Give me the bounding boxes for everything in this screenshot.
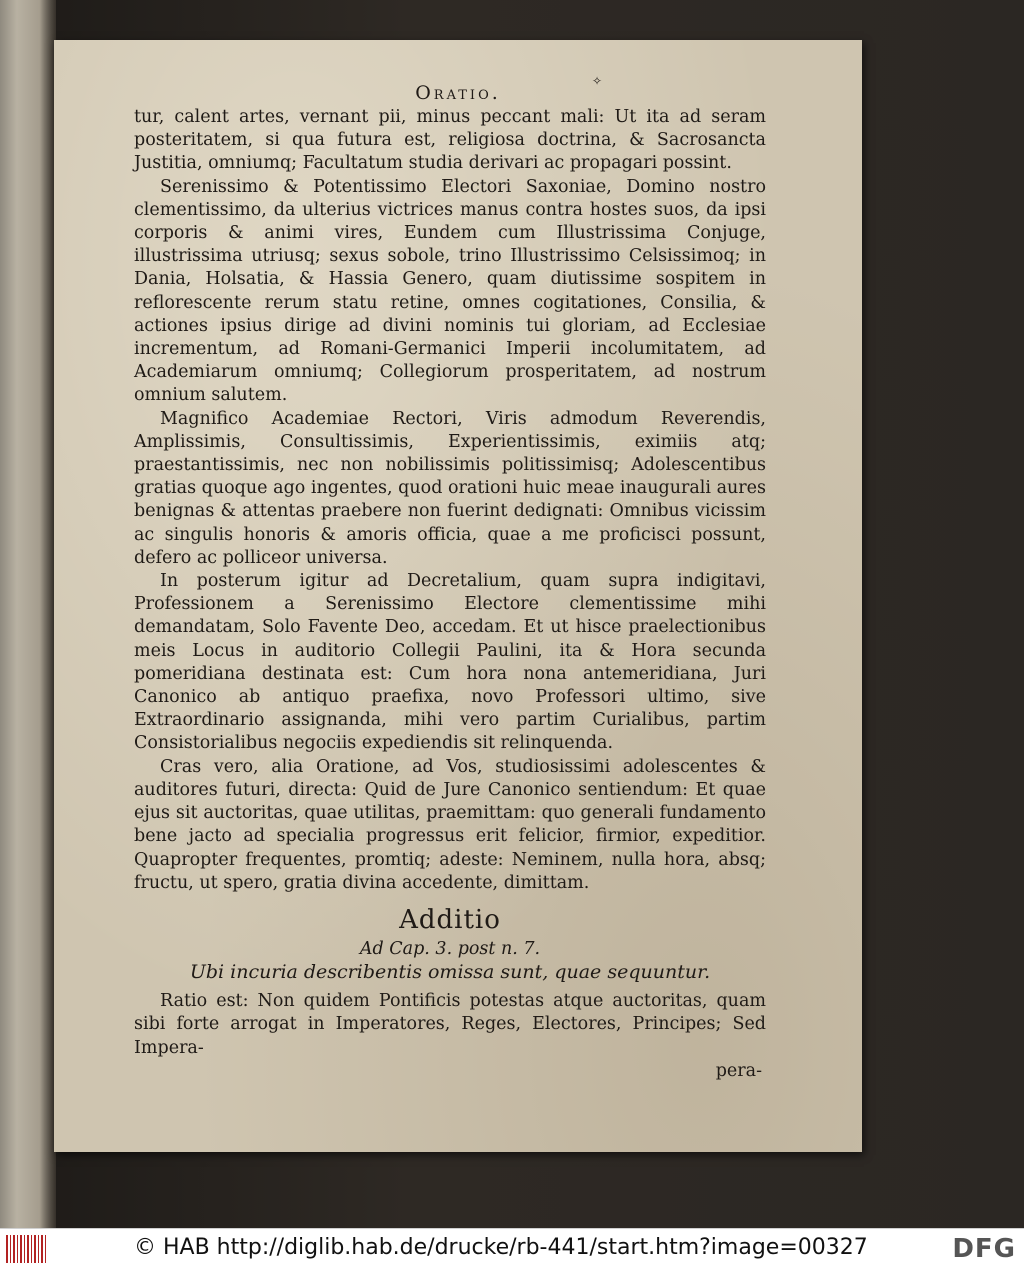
paragraph-3: Magnifico Academiae Rectori, Viris admodum Reverendis, Amplissimis, Consultissimis, Experientissimis, eximiis atq; praestantissimis, nec non nobilissimis politissimisq; Adolescentibus gratias quoque ago ingentes, quod orationi huic meae inaugurali aures benignas & attentas praebere non fuerint dedignati: Omnibus vicissim ac singulis honoris & amoris officia, quae a me proficisci possunt, defero ac polliceor universa. [134,408,766,568]
additio-reference: Ad Cap. 3. post n. 7. [359,939,541,960]
page-text [134,106,766,1083]
book-page [54,40,862,1152]
additio-heading: Additio [399,904,501,935]
footer-bar [0,1228,1024,1268]
paragraph-2: Serenissimo & Potentissimo Electori Saxoniae, Domino nostro clementissimo, da ulterius victrices manus contra hostes suos, da ipsi corporis & animi vires, Eundem cum Illustrissima Conjuge, illustrissima utriusq; sexus sobole, trino Illustrissimo Celsissimoq; in Dania, Holsatia, & Hassia Genero, quam diutissime sospitem in reflorescente rerum statu retine, omnes cogitationes, Consilia, & actiones ipsius dirige ad divini nominis tui gloriam, ad Ecclesiae incrementum, ad Romani-Germanici Imperii incolumitatem, ad Academiarum omniumq; Collegiorum prosperitatem, ad nostrum omnium salutem. [134,176,766,406]
paragraph-5: Cras vero, alia Oratione, ad Vos, studiosissimi adolescentes & auditores futuri, directa: Quid de Jure Canonico sentiendum: Et quae ejus sit auctoritas, quae utilitas, praemittam: quo generali fundamento bene jacto ad specialia progressus erit felicior, firmior, expeditior. Quapropter frequentes, promtiq; adeste: Neminem, nulla hora, absq; fructu, ut spero, gratia divina accedente, dimittam. [134,756,766,893]
dfg-logo: DFG [952,1234,1016,1264]
catchword: pera- [715,1060,762,1081]
footer-copyright-url[interactable]: © HAB http://diglib.hab.de/drucke/rb-441/start.htm?image=00327 [134,1235,868,1260]
barcode-icon [6,1235,46,1263]
additio-paragraph: Ratio est: Non quidem Pontificis potestas atque auctoritas, quam sibi forte arrogat in Imperatores, Reges, Electores, Principes; Sed Impera- [134,991,766,1058]
paragraph-4: In posterum igitur ad Decretalium, quam supra indigitavi, Professionem a Serenissimo Electore clementissime mihi demandatam, Solo Favente Deo, accedam. Et ut hisce praelectionibus meis Locus in auditorio Collegii Paulini, ita & Hora secunda pomeridiana destinata est: Cum hora nona antemeridiana, Juri Canonico ab antiquo praefixa, novo Professori ultimo, sive Extraordinario assignanda, mihi vero partim Curialibus, partim Consistorialibus negociis expediendis sit relinquenda. [134,571,766,754]
facing-page-edge [0,0,56,1228]
additio-subtitle: Ubi incuria describentis omissa sunt, quae sequuntur. [189,961,711,984]
ornament-icon: ✧ [592,74,603,88]
running-head: Oratio. [415,82,501,104]
paragraph-1: tur, calent artes, vernant pii, minus peccant mali: Ut ita ad seram posteritatem, si qua futura est, religiosa doctrina, & Sacrosancta Justitia, omniumq; Facultatum studia derivari ac propagari possint. [134,107,766,174]
